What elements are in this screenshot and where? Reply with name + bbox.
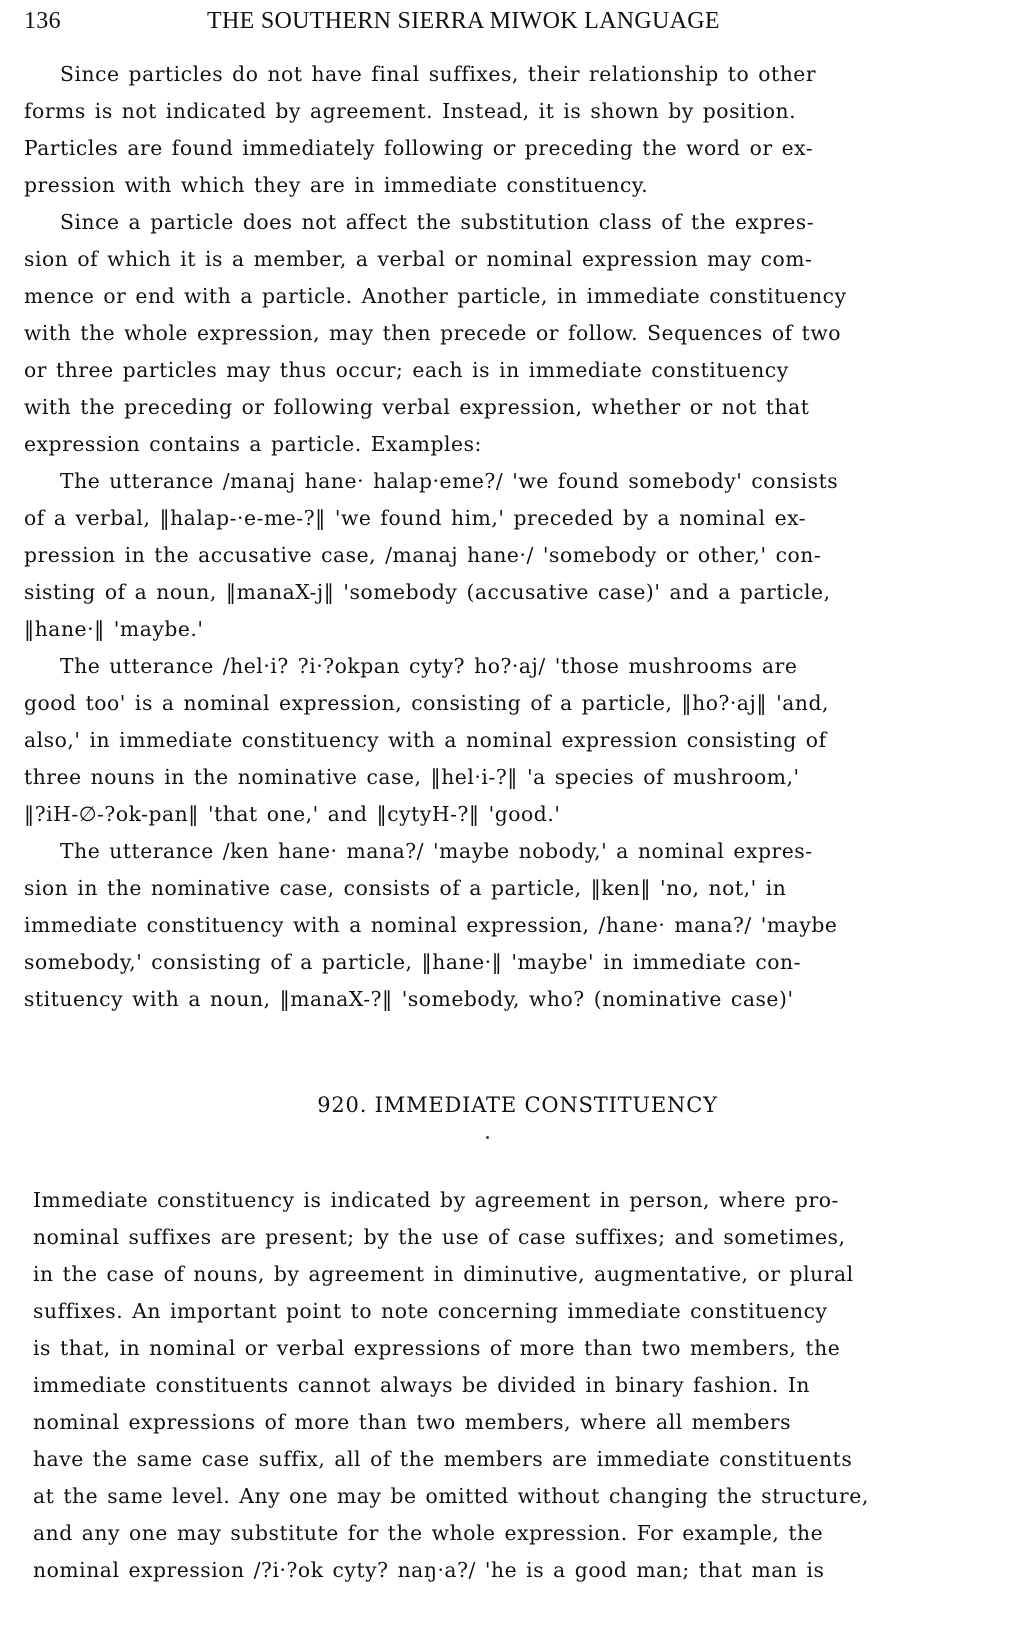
- text-line: and any one may substitute for the whole expression. For example, the: [33, 1521, 824, 1545]
- text-line: stituency with a noun, ‖manaX-?‖ 'somebody, who? (nominative case)': [24, 987, 794, 1011]
- text-line: The utterance /hel·i? ?i·?okpan cyty? ho?·aj/ 'those mushrooms are: [60, 654, 798, 678]
- text-line: sion in the nominative case, consists of a particle, ‖ken‖ 'no, not,' in: [24, 876, 787, 900]
- text-line: with the whole expression, may then precede or follow. Sequences of two: [24, 321, 841, 345]
- text-line: also,' in immediate constituency with a nominal expression consisting of: [24, 728, 827, 752]
- text-line: Particles are found immediately following or preceding the word or ex-: [24, 136, 814, 160]
- section-heading: 920. IMMEDIATE CONSTITUENCY: [317, 1093, 718, 1117]
- text-line: with the preceding or following verbal expression, whether or not that: [24, 395, 810, 419]
- stray-dot: [486, 1136, 489, 1139]
- text-line: ‖?iH-∅-?ok-pan‖ 'that one,' and ‖cytyH-?‖ 'good.': [24, 802, 561, 826]
- text-line: pression in the accusative case, /manaj hane·/ 'somebody or other,' con-: [24, 543, 822, 567]
- text-line: of a verbal, ‖halap-·e-me-?‖ 'we found him,' preceded by a nominal ex-: [24, 506, 807, 530]
- text-line: good too' is a nominal expression, consisting of a particle, ‖ho?·aj‖ 'and,: [24, 691, 829, 715]
- text-line: three nouns in the nominative case, ‖hel·i-?‖ 'a species of mushroom,': [24, 765, 800, 789]
- text-line: have the same case suffix, all of the members are immediate constituents: [33, 1447, 853, 1471]
- running-head: [24, 8, 975, 40]
- text-line: at the same level. Any one may be omitted without changing the structure,: [33, 1484, 869, 1508]
- text-line: nominal expression /?i·?ok cyty? naŋ·a?/ 'he is a good man; that man is: [33, 1558, 825, 1582]
- running-title: THE SOUTHERN SIERRA MIWOK LANGUAGE: [207, 8, 720, 34]
- text-line: expression contains a particle. Examples:: [24, 432, 482, 456]
- text-line: mence or end with a particle. Another particle, in immediate constituency: [24, 284, 847, 308]
- text-line: sion of which it is a member, a verbal or nominal expression may com-: [24, 247, 813, 271]
- text-line: The utterance /ken hane· mana?/ 'maybe nobody,' a nominal expres-: [60, 839, 813, 863]
- text-line: suffixes. An important point to note concerning immediate constituency: [33, 1299, 828, 1323]
- section-text: [33, 1182, 993, 1589]
- text-line: sisting of a noun, ‖manaX-j‖ 'somebody (accusative case)' and a particle,: [24, 580, 831, 604]
- text-line: is that, in nominal or verbal expressions of more than two members, the: [33, 1336, 841, 1360]
- text-line: in the case of nouns, by agreement in diminutive, augmentative, or plural: [33, 1262, 854, 1286]
- text-line: ‖hane·‖ 'maybe.': [24, 617, 204, 641]
- text-line: pression with which they are in immediate constituency.: [24, 173, 649, 197]
- text-line: nominal suffixes are present; by the use of case suffixes; and sometimes,: [33, 1225, 846, 1249]
- text-line: immediate constituents cannot always be divided in binary fashion. In: [33, 1373, 811, 1397]
- text-line: or three particles may thus occur; each is in immediate constituency: [24, 358, 789, 382]
- text-line: nominal expressions of more than two members, where all members: [33, 1410, 792, 1434]
- text-line: somebody,' consisting of a particle, ‖hane·‖ 'maybe' in immediate con-: [24, 950, 802, 974]
- page-number: 136: [24, 8, 61, 34]
- text-line: Since a particle does not affect the substitution class of the expres-: [60, 210, 815, 234]
- text-line: immediate constituency with a nominal expression, /hane· mana?/ 'maybe: [24, 913, 838, 937]
- text-line: forms is not indicated by agreement. Instead, it is shown by position.: [24, 99, 797, 123]
- text-line: Immediate constituency is indicated by agreement in person, where pro-: [33, 1188, 839, 1212]
- body-text: [24, 56, 984, 1018]
- text-line: Since particles do not have final suffixes, their relationship to other: [60, 62, 817, 86]
- text-line: The utterance /manaj hane· halap·eme?/ 'we found somebody' consists: [60, 469, 839, 493]
